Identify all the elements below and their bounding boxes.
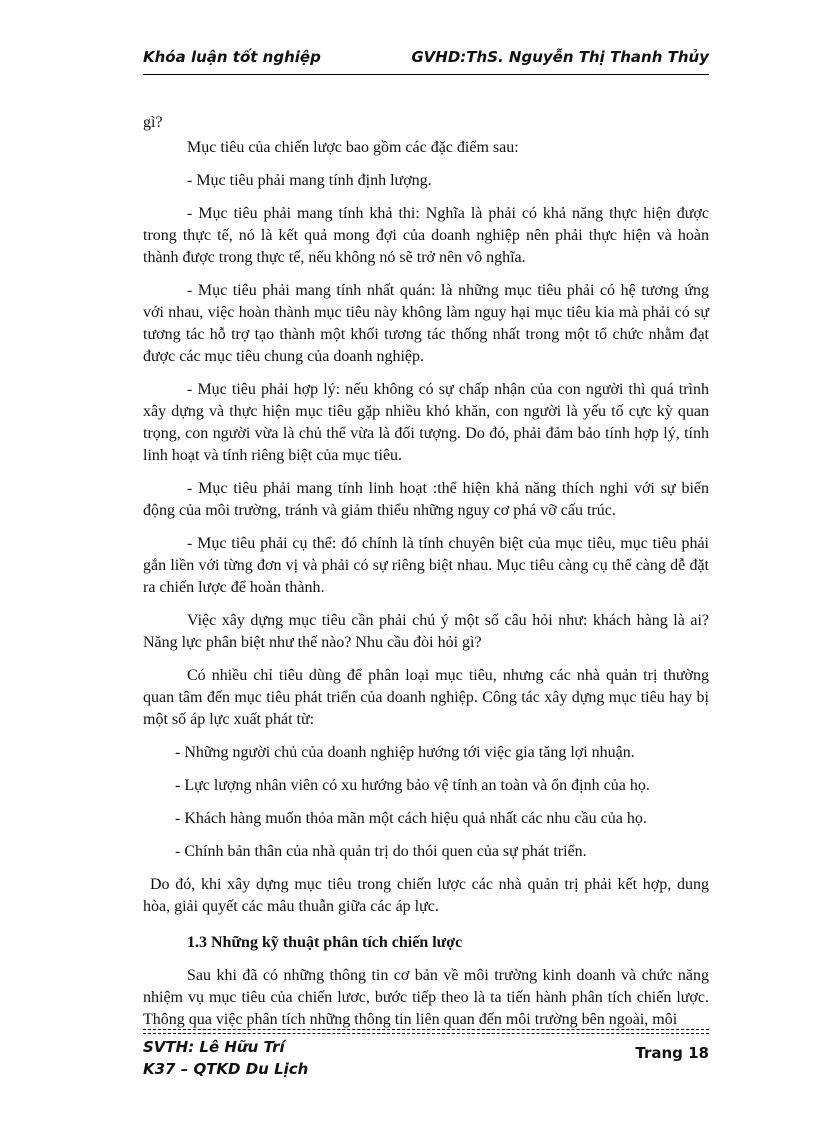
footer-rule bbox=[143, 1029, 709, 1030]
page-number: Trang 18 bbox=[635, 1044, 709, 1062]
page-footer bbox=[143, 1036, 709, 1080]
header-rule bbox=[143, 74, 709, 75]
body-text bbox=[143, 112, 709, 1042]
header-supervisor: GVHD:ThS. Nguyễn Thị Thanh Thủy bbox=[411, 48, 709, 66]
section-heading: 1.3 Những kỹ thuật phân tích chiến lược bbox=[187, 934, 463, 951]
list-item: - Những người chủ của doanh nghiệp hướng tới việc gia tăng lợi nhuận. bbox=[175, 744, 635, 761]
footer-author: SVTH: Lê Hữu Trí bbox=[143, 1038, 285, 1056]
paragraph: Do đó, khi xây dựng mục tiêu trong chiến lược các nhà quản trị phải kết hợp, dung hòa, giải quyết các mâu thuẫn giữa các áp lực. bbox=[143, 876, 709, 915]
list-item: - Lực lượng nhân viên có xu hướng bảo vệ tính an toàn và ổn định của họ. bbox=[175, 777, 650, 794]
paragraph: Việc xây dựng mục tiêu cần phải chú ý một số câu hỏi như: khách hàng là ai? Năng lực phân biệt như thế nào? Nhu cầu đòi hỏi gì? bbox=[143, 612, 709, 651]
paragraph: Mục tiêu của chiến lược bao gồm các đặc điểm sau: bbox=[187, 139, 519, 156]
paragraph: - Mục tiêu phải mang tính khả thi: Nghĩa là phải có khả năng thực hiện được trong thực tế, nó là kết quả mong đợi của doanh nghiệp nên phải thực hiện và hoàn thành được trong thực tế, nếu không nó sẽ trở nên vô nghĩa. bbox=[143, 205, 709, 266]
paragraph: - Mục tiêu phải mang tính linh hoạt :thể hiện khả năng thích nghi với sự biến động của môi trường, tránh và giảm thiểu những nguy cơ phá vỡ cấu trúc. bbox=[143, 480, 709, 519]
paragraph: gì? bbox=[143, 114, 163, 131]
paragraph: - Mục tiêu phải mang tính nhất quán: là những mục tiêu phải có hệ tương ứng với nhau, việc hoàn thành mục tiêu này không làm nguy hại mục tiêu kia mà phải có sự tương tác hỗ trợ tạo thành một khối tương tác thống nhất trong một tổ chức nhằm đạt được các mục tiêu chung của doanh nghiệp. bbox=[143, 282, 709, 365]
paragraph: - Mục tiêu phải hợp lý: nếu không có sự chấp nhận của con người thì quá trình xây dựng và thực hiện mục tiêu gặp nhiều khó khăn, con người là yếu tố cực kỳ quan trọng, con người vừa là chủ thể vừa là đối tượng. Do đó, phải đảm bảo tính hợp lý, tính linh hoạt và tính riêng biệt của mục tiêu. bbox=[143, 381, 709, 464]
list-item: - Khách hàng muốn thỏa mãn một cách hiệu quả nhất các nhu cầu của họ. bbox=[175, 810, 647, 827]
list-item: - Chính bản thân của nhà quản trị do thói quen của sự phát triển. bbox=[175, 843, 587, 860]
footer-class: K37 – QTKD Du Lịch bbox=[143, 1060, 309, 1078]
paragraph: Có nhiều chỉ tiêu dùng để phân loại mục tiêu, nhưng các nhà quản trị thường quan tâm đến mục tiêu phát triển của doanh nghiệp. Công tác xây dựng mục tiêu hay bị một số áp lực xuất phát từ: bbox=[143, 667, 709, 728]
header-title: Khóa luận tốt nghiệp bbox=[143, 48, 321, 66]
page-header bbox=[143, 48, 709, 70]
paragraph: - Mục tiêu phải cụ thể: đó chính là tính chuyên biệt của mục tiêu, mục tiêu phải gắn liền với từng đơn vị và phải có sự riêng biệt nhau. Mục tiêu càng cụ thể càng dễ đặt ra chiến lược để hoàn thành. bbox=[143, 535, 709, 596]
paragraph: Sau khi đã có những thông tin cơ bản về môi trường kinh doanh và chức năng nhiệm vụ mục tiêu của chiến lươc, bước tiếp theo là ta tiến hành phân tích chiến lược. Thông qua việc phân tích những thông tin liên quan đến môi trường bên ngoài, môi bbox=[143, 967, 709, 1028]
footer-rule bbox=[143, 1033, 709, 1034]
paragraph: - Mục tiêu phải mang tính định lượng. bbox=[187, 172, 432, 189]
